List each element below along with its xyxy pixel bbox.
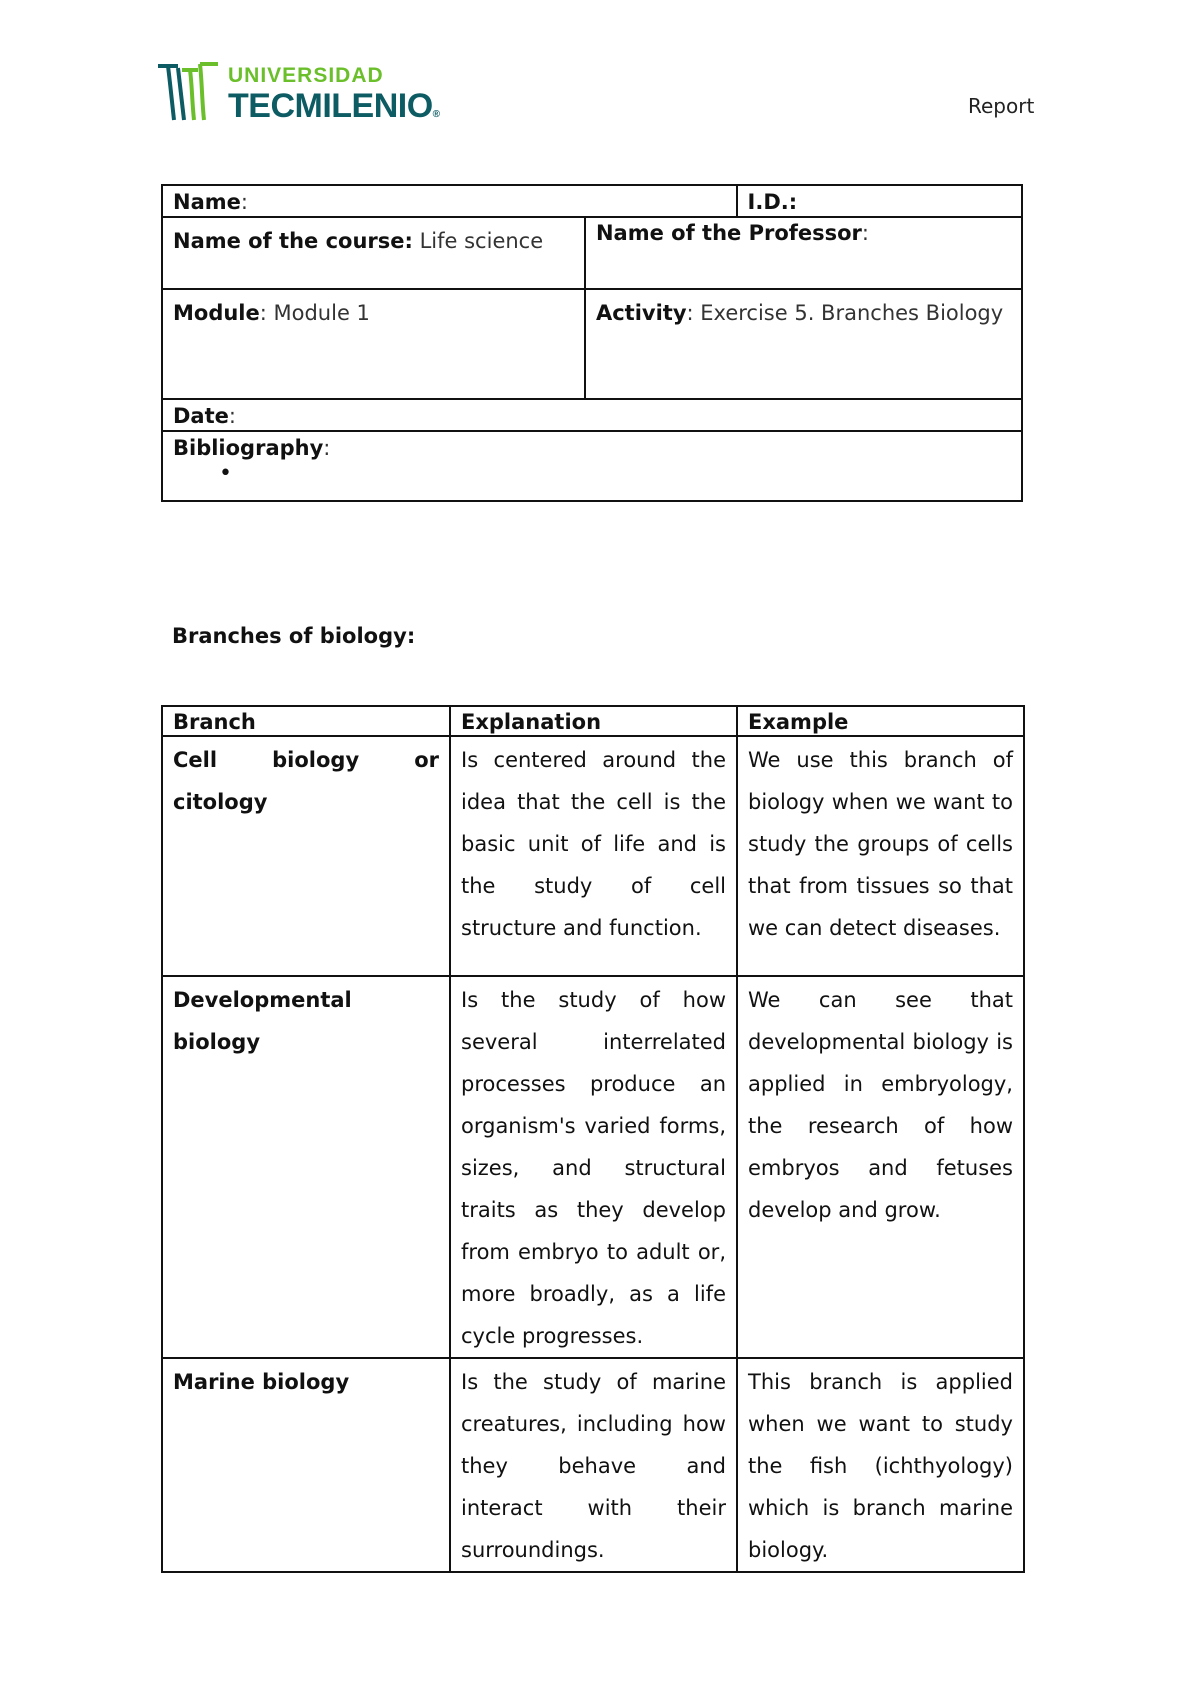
section-title: Branches of biology: (172, 624, 416, 648)
name-cell[interactable] (162, 185, 737, 217)
example-cell: We can see that developmental biology is applied in embryology, the research of how embryos and fetuses develop and grow. (737, 976, 1024, 1358)
logo-line-2 (228, 88, 440, 133)
table-row (162, 1358, 1024, 1572)
example-cell: This branch is applied when we want to study the fish (ichthyology) which is branch marine biology. (737, 1358, 1024, 1572)
university-logo (158, 62, 458, 124)
course-label: Name of the course: (173, 229, 413, 253)
professor-label: Name of the Professor (595, 221, 862, 245)
id-cell[interactable] (737, 185, 1022, 217)
table-row (162, 976, 1024, 1358)
example-cell: We use this branch of biology when we want to study the groups of cells that from tissues so that we can detect diseases. (737, 736, 1024, 976)
course-row (162, 217, 1022, 289)
module-value: : Module 1 (259, 301, 370, 325)
date-label: Date (173, 404, 229, 428)
activity-cell[interactable] (585, 289, 1022, 399)
bibliography-label: Bibliography (173, 436, 324, 460)
bibliography-cell[interactable] (162, 431, 1022, 501)
bibliography-row (162, 431, 1022, 501)
logo-wordmark: TECMILENIO (228, 87, 433, 125)
registered-mark: ® (432, 109, 440, 120)
date-cell[interactable] (162, 399, 1022, 431)
branches-table (161, 705, 1025, 1573)
id-label: I.D.: (747, 190, 798, 214)
professor-sep: : (861, 221, 869, 245)
module-label: Module (173, 301, 260, 325)
activity-value: : Exercise 5. Branches Biology (686, 301, 1004, 325)
name-label: Name (173, 190, 241, 214)
branch-cell: Cell biology or citology (162, 736, 450, 976)
module-cell[interactable] (162, 289, 585, 399)
date-sep: : (228, 404, 236, 428)
branch-cell: Developmental biology (162, 976, 450, 1358)
name-sep: : (240, 190, 248, 214)
bibliography-sep: : (323, 436, 331, 460)
date-row (162, 399, 1022, 431)
module-row (162, 289, 1022, 399)
explanation-cell: Is centered around the idea that the cell is the basic unit of life and is the study of cell structure and function. (450, 736, 737, 976)
table-header-row (162, 706, 1024, 736)
bibliography-bullet: • (219, 461, 232, 486)
course-cell[interactable] (162, 217, 585, 289)
info-table (161, 184, 1023, 502)
table-row (162, 736, 1024, 976)
header-explanation: Explanation (450, 706, 737, 736)
logo-mark-icon (158, 62, 222, 124)
activity-label: Activity (595, 301, 687, 325)
name-row (162, 185, 1022, 217)
header-report-label: Report (968, 94, 1035, 118)
explanation-cell: Is the study of how several interrelated processes produce an organism's varied forms, sizes, and structural traits as they develop from embryo to adult or, more broadly, as a life cycle progresses. (450, 976, 737, 1358)
explanation-cell: Is the study of marine creatures, including how they behave and interact with their surroundings. (450, 1358, 737, 1572)
branch-cell: Marine biology (162, 1358, 450, 1572)
header-example: Example (737, 706, 1024, 736)
course-value: Life science (412, 229, 544, 253)
professor-cell[interactable] (585, 217, 1022, 289)
header-branch: Branch (162, 706, 450, 736)
logo-line-1: UNIVERSIDAD (228, 64, 384, 87)
